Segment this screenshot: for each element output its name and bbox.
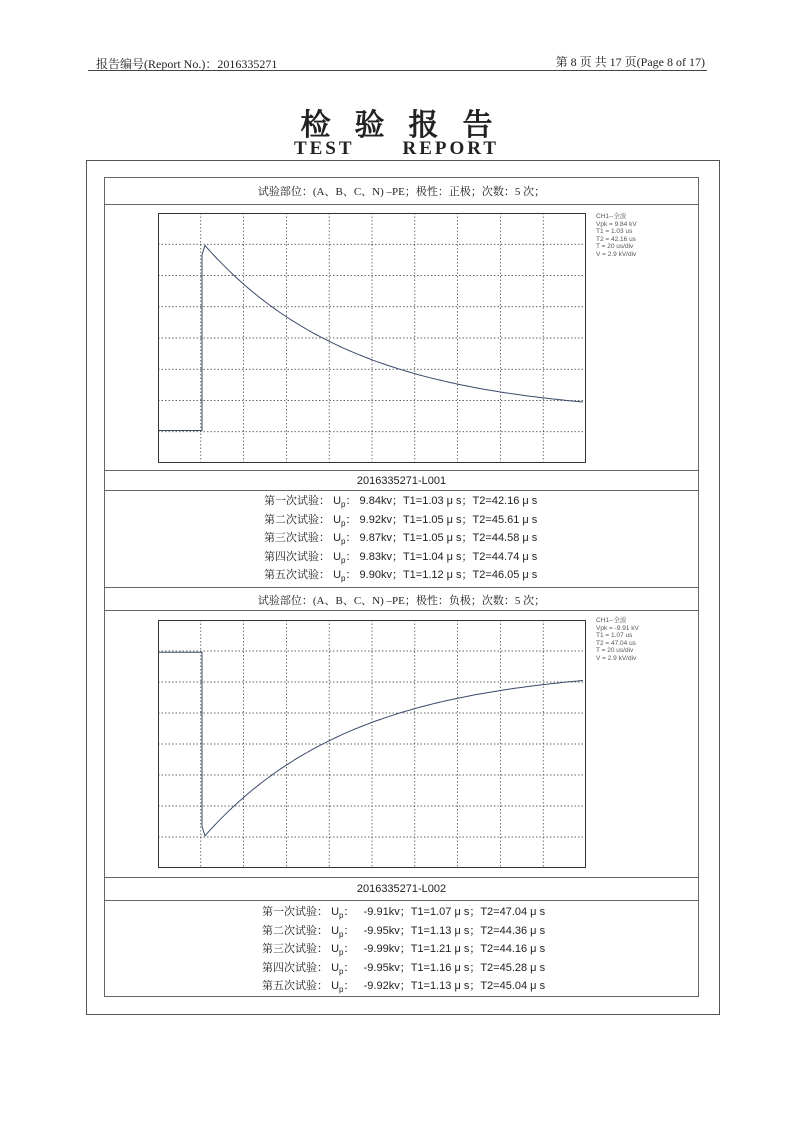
divider (104, 877, 699, 878)
report-title-en (0, 138, 793, 160)
result-line (264, 511, 537, 530)
trial-value: 9.90kv；T1=1.12 μ s；T2=46.05 μ s (359, 569, 538, 581)
waveform-id-positive: 2016335271-L001 (356, 475, 447, 487)
trial-value: -9.92kv；T1=1.13 μ s；T2=45.04 μ s (363, 980, 546, 992)
header-rule (88, 70, 707, 71)
legend-line: V = 2.9 kV/div (596, 250, 637, 258)
legend-line: T1 = 1.07 us (596, 632, 633, 640)
trial-value: 9.84kv；T1=1.03 μ s；T2=42.16 μ s (359, 495, 538, 507)
trial-label: 第四次试验： (262, 961, 328, 974)
result-line (262, 903, 545, 922)
legend-line: Vpk = -9.91 kV (596, 624, 639, 632)
up-symbol: $U_p$： (333, 569, 357, 584)
divider (104, 610, 699, 611)
result-line (262, 922, 545, 941)
up-symbol: $U_p$： (333, 495, 357, 510)
legend-line: T = 20 us/div (596, 243, 634, 251)
result-line (264, 529, 537, 548)
divider (104, 204, 699, 205)
divider (104, 490, 699, 491)
title-en-test: TEST (293, 138, 355, 159)
up-symbol: $U_p$： (331, 943, 355, 958)
up-symbol: $U_p$： (331, 906, 355, 921)
legend-line: T = 20 us/div (596, 647, 634, 655)
trial-value: -9.95kv；T1=1.13 μ s；T2=44.36 μ s (363, 924, 546, 937)
scope-legend-negative (596, 617, 639, 663)
divider (104, 470, 699, 471)
trial-value: 9.83kv；T1=1.04 μ s；T2=44.74 μ s (359, 550, 538, 563)
result-line (262, 959, 545, 978)
waveform-plot-negative (158, 620, 586, 868)
up-symbol: $U_p$： (331, 961, 355, 976)
legend-line: CH1--全波 (596, 617, 627, 624)
trial-label: 第三次试验： (262, 943, 328, 955)
result-line (264, 566, 537, 585)
up-symbol: $U_p$： (333, 532, 357, 547)
test-condition-positive: 试验部位：(A、B、C、N) –PE；极性：正极；次数：5 次； (257, 186, 546, 198)
trial-label: 第一次试验： (262, 906, 328, 918)
trial-value: -9.99kv；T1=1.21 μ s；T2=44.16 μ s (363, 943, 546, 955)
up-symbol: $U_p$： (331, 924, 355, 939)
up-symbol: $U_p$： (331, 980, 355, 995)
trial-label: 第二次试验： (262, 924, 328, 937)
waveform-plot-positive (158, 213, 586, 463)
test-condition-negative: 试验部位：(A、B、C、N) –PE；极性：负极；次数：5 次； (257, 595, 546, 607)
legend-line: CH1--全波 (596, 213, 627, 220)
result-line (262, 940, 545, 959)
trial-label: 第五次试验： (262, 980, 328, 992)
trial-label: 第五次试验： (264, 569, 330, 581)
trial-label: 第二次试验： (264, 513, 330, 526)
trial-label: 第一次试验： (264, 495, 330, 507)
legend-line: T1 = 1.03 us (596, 228, 633, 236)
trial-value: 9.87kv；T1=1.05 μ s；T2=44.58 μ s (359, 532, 538, 544)
trial-label: 第四次试验： (264, 550, 330, 563)
result-line (262, 977, 545, 996)
up-symbol: $U_p$： (333, 550, 357, 565)
title-en-report: REPORT (402, 138, 500, 159)
trial-value: 9.92kv；T1=1.05 μ s；T2=45.61 μ s (359, 513, 538, 526)
divider (104, 587, 699, 588)
legend-line: T2 = 47.04 us (596, 639, 636, 647)
trial-value: -9.95kv；T1=1.16 μ s；T2=45.28 μ s (363, 961, 546, 974)
page-indicator: 第 8 页 共 17 页(Page 8 of 17) (555, 55, 705, 69)
result-line (264, 492, 537, 511)
legend-line: V = 2.9 kV/div (596, 654, 637, 662)
waveform-id-negative: 2016335271-L002 (356, 883, 447, 895)
scope-legend-positive (596, 213, 637, 259)
result-line (264, 548, 537, 567)
legend-line: T2 = 42.16 us (596, 235, 636, 243)
up-symbol: $U_p$： (333, 513, 357, 528)
report-number: 报告编号(Report No.)：2016335271 (96, 57, 278, 71)
divider (104, 900, 699, 901)
trial-label: 第三次试验： (264, 532, 330, 544)
trial-value: -9.91kv；T1=1.07 μ s；T2=47.04 μ s (363, 906, 546, 918)
report-title-cn: 检验报告 (300, 108, 517, 143)
legend-line: Vpk = 9.84 kV (596, 220, 637, 228)
